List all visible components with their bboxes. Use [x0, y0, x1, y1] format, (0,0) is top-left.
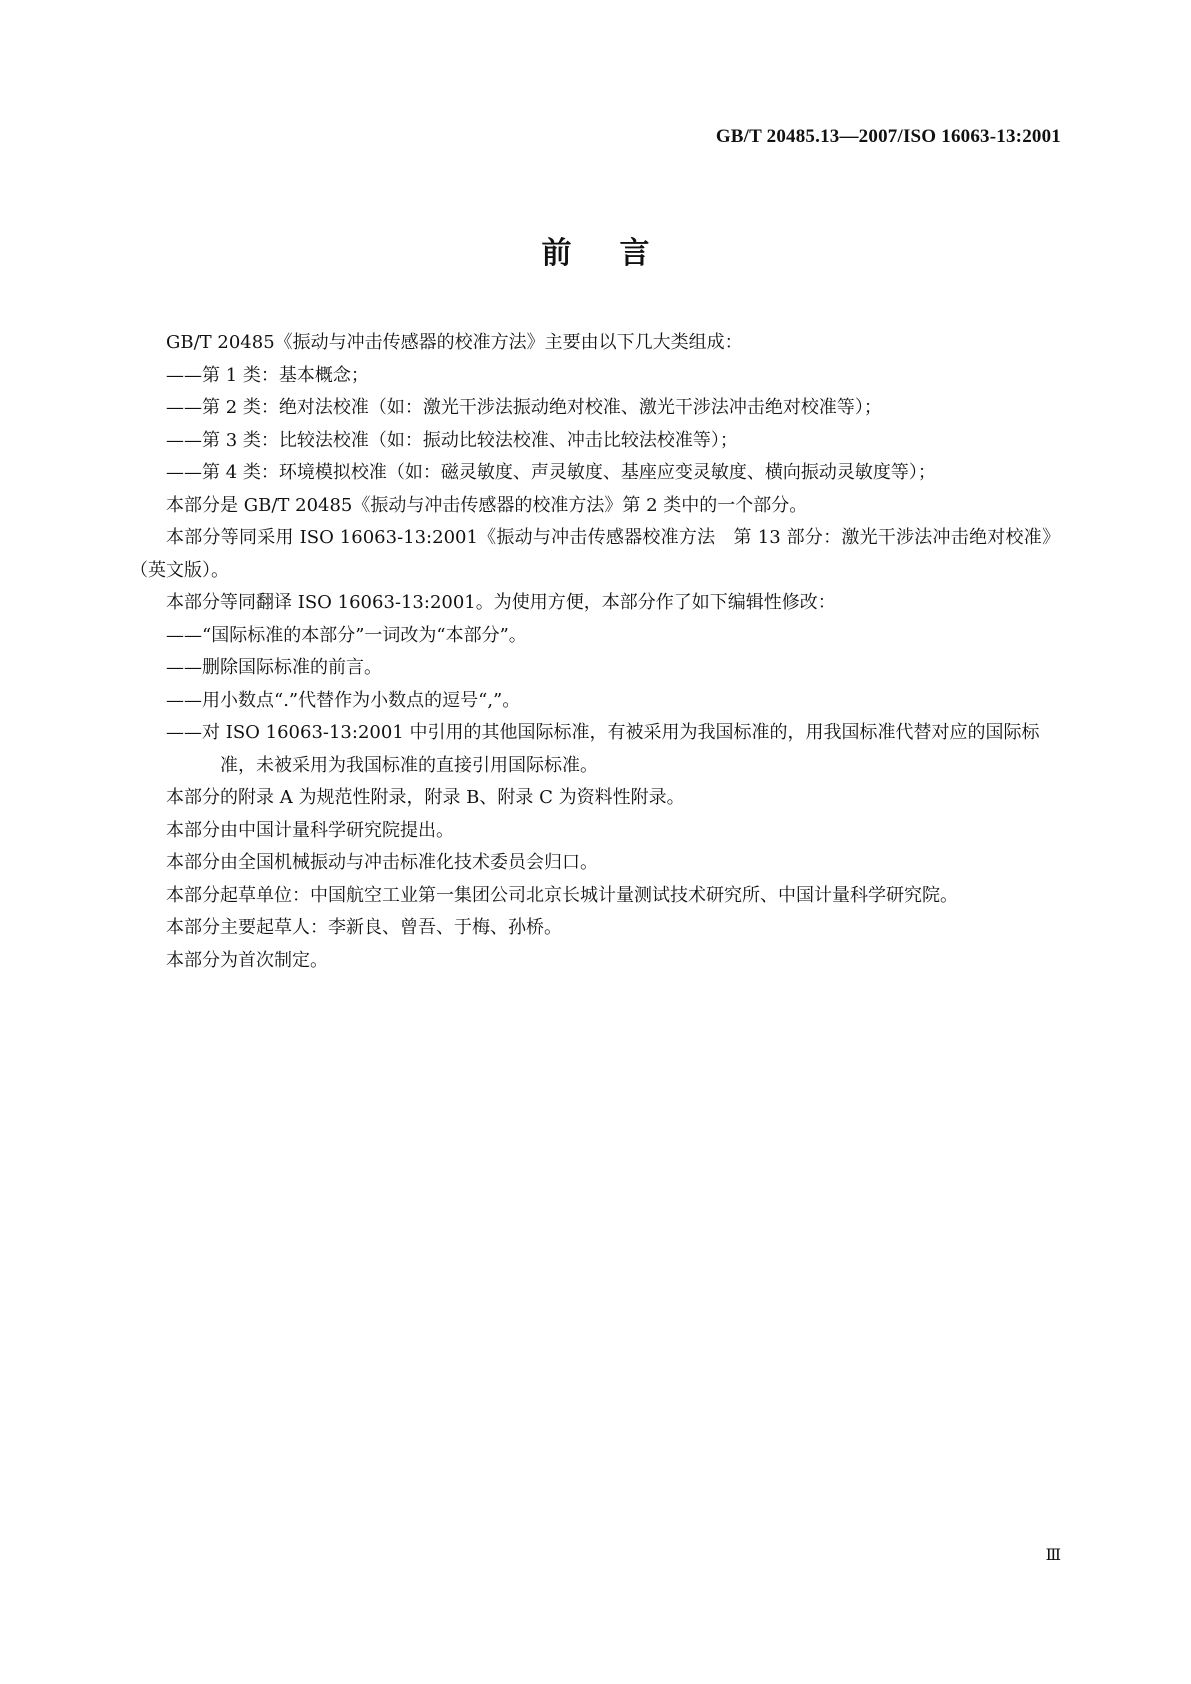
paragraph-annexes: 本部分的附录 A 为规范性附录，附录 B、附录 C 为资料性附录。 [166, 787, 685, 808]
list-item-edit-2: ——删除国际标准的前言。 [166, 657, 382, 678]
paragraph-part-of: 本部分是 GB/T 20485《振动与冲击传感器的校准方法》第 2 类中的一个部分。 [166, 494, 808, 516]
paragraph-adoption: 本部分等同采用 ISO 16063-13:2001《振动与冲击传感器校准方法 第 13 部分：激光干涉法冲击绝对校准》（英文版）。 [130, 527, 1060, 581]
standard-code-header: GB/T 20485.13—2007/ISO 16063-13:2001 [715, 126, 1061, 147]
list-item-category-4: ——第 4 类：环境模拟校准（如：磁灵敏度、声灵敏度、基座应变灵敏度、横向振动灵敏度等）； [166, 462, 936, 483]
page-number: Ⅲ [1045, 1547, 1061, 1564]
list-item-category-1: ——第 1 类：基本概念； [166, 364, 369, 386]
paragraph-translation: 本部分等同翻译 ISO 16063-13:2001。为使用方便，本部分作了如下编辑性修改： [166, 592, 836, 613]
list-item-category-3: ——第 3 类：比较法校准（如：振动比较法校准、冲击比较法校准等）； [166, 429, 738, 451]
paragraph-drafters: 本部分主要起草人：李新良、曾吾、于梅、孙桥。 [166, 917, 562, 938]
list-item-edit-1: ——“国际标准的本部分”一词改为“本部分”。 [166, 624, 527, 646]
list-item-category-2: ——第 2 类：绝对法校准（如：激光干涉法振动绝对校准、激光干涉法冲击绝对校准等）； [166, 397, 882, 418]
paragraph-intro: GB/T 20485《振动与冲击传感器的校准方法》主要由以下几大类组成： [166, 332, 743, 353]
paragraph-drafting-units: 本部分起草单位：中国航空工业第一集团公司北京长城计量测试技术研究所、中国计量科学研究院。 [166, 884, 958, 906]
paragraph-first-edition: 本部分为首次制定。 [166, 949, 328, 971]
list-item-edit-4: ——对 ISO 16063-13:2001 中引用的其他国际标准，有被采用为我国标准的，用我国标准代替对应的国际标准，未被采用为我国标准的直接引用国际标准。 [166, 722, 1040, 776]
list-item-edit-3: ——用小数点“.”代替作为小数点的逗号“,”。 [166, 689, 521, 711]
page-title: 前言 [541, 236, 698, 271]
paragraph-proposed-by: 本部分由中国计量科学研究院提出。 [166, 819, 454, 841]
foreword-body [130, 327, 1060, 977]
paragraph-centralized-by: 本部分由全国机械振动与冲击标准化技术委员会归口。 [166, 852, 598, 873]
